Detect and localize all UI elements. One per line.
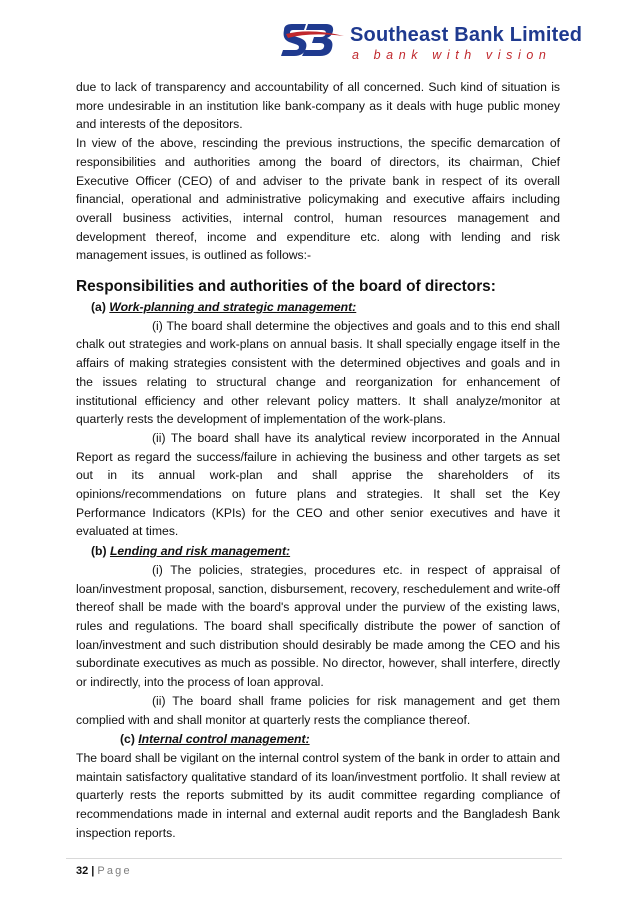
- section-heading: Responsibilities and authorities of the board of directors:: [76, 278, 496, 296]
- subsection-b-para-2: (ii) The board shall frame policies for risk management and get them complied with and shall monitor at quarterly rests the compliance thereof.: [76, 693, 560, 727]
- bank-tagline: a bank with vision: [352, 48, 552, 62]
- subsection-a-para-1: (i) The board shall determine the objectives and goals and to this end shall chalk out strategies and work-plans on annual basis. It shall specially engage itself in the affairs of making strategies consistent with the determined objectives and goals and in the issues relating to structural change and reorganization for enhancement of institutional efficiency and other relevant policy matters. It shall analyze/monitor at quarterly rests the development of implementation of the work-plans.: [76, 318, 560, 427]
- page-footer: [76, 865, 132, 877]
- bank-name: Southeast Bank Limited: [350, 24, 583, 46]
- bank-logo-icon: [280, 22, 346, 58]
- page-word: Page: [97, 865, 132, 877]
- subsection-b-label: (b): [91, 544, 107, 559]
- subsection-b-para-1: (i) The policies, strategies, procedures etc. in respect of appraisal of loan/investment proposal, sanction, disbursement, recovery, reschedulement and write-off thereof shall be made with the board's approval under the purview of the existing laws, rules and regulations. The board shall specifically distribute the power of sanction of loan/investment and such distribution should desirably be made among the CEO and his subordinate executives as much as possible. No director, however, shall interfere, directly or indirectly, into the process of loan approval.: [76, 562, 560, 690]
- subsection-a-title: Work-planning and strategic management:: [109, 300, 357, 315]
- page-header: [280, 22, 630, 64]
- footer-separator: |: [91, 865, 95, 877]
- subsection-b-heading: [91, 542, 560, 561]
- page-number: 32: [76, 865, 89, 877]
- footer-divider: [66, 858, 562, 859]
- document-body: [76, 78, 560, 842]
- subsection-c-title: Internal control management:: [138, 732, 310, 747]
- subsection-a-label: (a): [91, 300, 106, 315]
- view-paragraph: In view of the above, rescinding the previous instructions, the specific demarcation of responsibilities and authorities among the board of directors, its chairman, Chief Executive Officer (CEO) of and adviser to the private bank in respect of its overall financial, operational and administrative policymaking and executive affairs including overall business activities, internal control, human resources management and development thereof, income and expenditure etc. along with lending and risk management issues, is outlined as follows:-: [76, 136, 560, 263]
- subsection-b-title: Lending and risk management:: [109, 544, 291, 559]
- intro-paragraph: due to lack of transparency and accountability of all concerned. Such kind of situation is more undesirable in an institution like bank-company as it deals with huge public money and interests of the depositors.: [76, 80, 560, 132]
- subsection-a-heading: [91, 298, 560, 317]
- subsection-c-heading: [120, 730, 560, 749]
- subsection-a-para-2: (ii) The board shall have its analytical review incorporated in the Annual Report as regard the success/failure in achieving the business and other targets as set out in its annual work-plan and shall apprise the shareholders of its opinions/recommendations on future plans and strategies. It shall set the Key Performance Indicators (KPIs) for the CEO and other senior executives and have it evaluated at times.: [76, 430, 560, 539]
- subsection-c-label: (c): [120, 732, 135, 747]
- subsection-c-para-1: The board shall be vigilant on the internal control system of the bank in order to attain and maintain satisfactory qualitative standard of its loan/investment portfolio. It shall review at quarterly rests the reports submitted by its audit committee regarding compliance of recommendations made in internal and external audit reports and the Bangladesh Bank inspection reports.: [76, 750, 560, 840]
